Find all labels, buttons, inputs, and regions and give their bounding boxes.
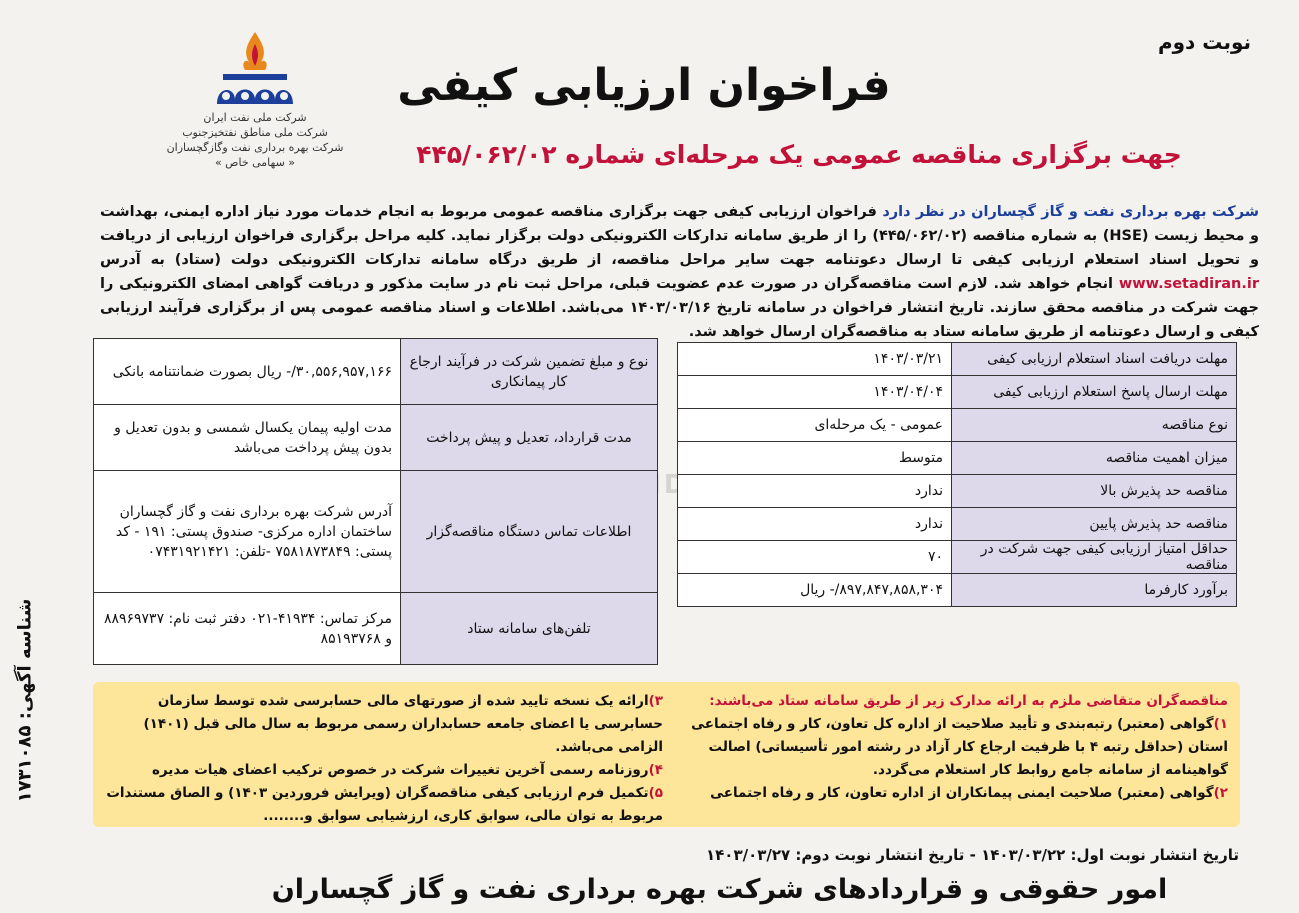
row-label: مهلت ارسال پاسخ استعلام ارزیابی کیفی (952, 376, 1237, 409)
list-item (103, 759, 663, 782)
item-number: ۳) (648, 693, 663, 709)
company-logo (140, 30, 370, 170)
row-value: ندارد (678, 508, 952, 541)
table-row (678, 376, 1237, 409)
list-item (673, 782, 1228, 805)
logo-text-line: شرکت ملی نفت ایران (203, 111, 307, 124)
requirements-column-left (103, 690, 663, 828)
row-value: ۳۰,۵۵۶,۹۵۷,۱۶۶/- ریال بصورت ضمانتنامه بانکی (94, 339, 401, 405)
item-text: تکمیل فرم ارزیابی کیفی مناقصه‌گران (ویرایش فروردین ۱۴۰۳) و الصاق مستندات مربوط به توان مالی، سوابق کاری، ارزشیابی سوابق و........ (106, 785, 663, 824)
intro-paragraph (100, 200, 1259, 344)
row-value: ۸۹۷,۸۴۷,۸۵۸,۳۰۴/- ریال (678, 574, 952, 607)
row-value: ۱۴۰۳/۰۳/۲۱ (678, 343, 952, 376)
row-label: مدت قرارداد، تعدیل و پیش پرداخت (401, 405, 658, 471)
row-label: مناقصه حد پذیرش پایین (952, 508, 1237, 541)
footer-signature: امور حقوقی و قراردادهای شرکت بهره برداری نفت و گاز گچساران (271, 874, 1168, 905)
table-row (678, 409, 1237, 442)
requirements-column-right (673, 690, 1228, 805)
row-label: نوع و مبلغ تضمین شرکت در فرآیند ارجاع کار پیمانکاری (401, 339, 658, 405)
row-label: مناقصه حد پذیرش بالا (952, 475, 1237, 508)
tender-details-table (677, 342, 1237, 607)
intro-text-1: فراخوان ارزیابی کیفی جهت برگزاری مناقصه عمومی مربوط به انجام خدمات مورد نیاز اداره ایمنی، بهداشت و محیط زیست (HSE) به شماره مناقصه (۴۴۵/۰۶۲/۰۲) را از طریق سامانه تدارکات الکترونیکی دولت برگزار نماید. کلیه مراحل برگزاری فراخوان ارزیابی از دریافت و تحویل اسناد استعلام ارزیابی کیفی تا ارسال دعوتنامه جهت سایر مراحل مناقصه، از طریق درگاه سامانه تدارکات الکترونیکی دولت (ستاد) به آدرس (100, 204, 1259, 268)
table-row (678, 508, 1237, 541)
table-row (94, 471, 658, 593)
row-label: میزان اهمیت مناقصه (952, 442, 1237, 475)
item-text: روزنامه رسمی آخرین تغییرات شرکت در خصوص ترکیب اعضای هیات مدیره (151, 762, 649, 778)
round-label: نوبت دوم (1157, 30, 1251, 54)
row-value: مدت اولیه پیمان یکسال شمسی و بدون تعدیل و بدون پیش پرداخت می‌باشد (94, 405, 401, 471)
list-item (103, 690, 663, 759)
logo-text-line: شرکت ملی مناطق نفتخیزجنوب (182, 126, 328, 139)
row-label: مهلت دریافت اسناد استعلام ارزیابی کیفی (952, 343, 1237, 376)
ad-id: شناسه آگهی: ۱۷۳۱۰۸۵ (14, 598, 36, 803)
website-link[interactable]: www.setadiran.ir (1118, 276, 1259, 292)
row-value: ۷۰ (678, 541, 952, 574)
list-item (673, 713, 1228, 782)
page-title: فراخوان ارزیابی کیفی (397, 60, 891, 111)
row-value: مرکز تماس: ۴۱۹۳۴-۰۲۱ دفتر ثبت نام: ۸۸۹۶۹۷۳۷ و ۸۵۱۹۳۷۶۸ (94, 593, 401, 665)
item-number: ۱) (1213, 716, 1228, 732)
item-number: ۴) (648, 762, 663, 778)
table-row (678, 541, 1237, 574)
item-number: ۲) (1213, 785, 1228, 801)
table-row (94, 593, 658, 665)
row-value: عمومی - یک مرحله‌ای (678, 409, 952, 442)
table-row (94, 339, 658, 405)
table-row (678, 442, 1237, 475)
flame-logo-icon (205, 30, 305, 110)
row-label: حداقل امتیاز ارزیابی کیفی جهت شرکت در مناقصه (952, 541, 1237, 574)
table-row (678, 343, 1237, 376)
row-label: اطلاعات تماس دستگاه مناقصه‌گزار (401, 471, 658, 593)
row-label: تلفن‌های سامانه ستاد (401, 593, 658, 665)
contract-info-table (93, 338, 658, 665)
row-value: ندارد (678, 475, 952, 508)
table-row (94, 405, 658, 471)
logo-text-line: « سهامی خاص » (214, 156, 296, 169)
publication-dates: تاریخ انتشار نوبت اول: ۱۴۰۳/۰۳/۲۲ - تاریخ انتشار نوبت دوم: ۱۴۰۳/۰۳/۲۷ (706, 846, 1239, 864)
table-row (678, 475, 1237, 508)
intro-company: شرکت بهره برداری نفت و گاز گچساران در نظر دارد (882, 204, 1259, 220)
row-value: آدرس شرکت بهره برداری نفت و گاز گچساران ساختمان اداره مرکزی- صندوق پستی: ۱۹۱ - کد پستی: ۷۵۸۱۸۷۳۸۴۹ -تلفن: ۰۷۴۳۱۹۲۱۴۲۱ (94, 471, 401, 593)
row-value: متوسط (678, 442, 952, 475)
intro-text-2: انجام خواهد شد. لازم است مناقصه‌گران در صورت عدم عضویت قبلی، مراحل ثبت نام در سایت مذکور و دریافت گواهی امضای الکترونیکی را جهت شرکت در مناقصه محقق سازند. تاریخ انتشار فراخوان در سامانه تاریخ ۱۴۰۳/۰۳/۱۶ می‌باشد. اطلاعات و اسناد مناقصه عمومی پس از برگزاری فرآیند ارزیابی کیفی و ارسال دعوتنامه از طریق سامانه ستاد به مناقصه‌گران ارسال خواهد شد. (100, 276, 1259, 340)
row-label: برآورد کارفرما (952, 574, 1237, 607)
item-number: ۵) (648, 785, 663, 801)
list-item (103, 782, 663, 828)
item-text: ارائه یک نسخه تایید شده از صورتهای مالی حسابرسی شده توسط سازمان حسابرسی یا اعضای جامعه حسابداران رسمی مربوط به سال مالی قبل (۱۴۰۱) الزامی می‌باشد. (143, 693, 663, 755)
row-label: نوع مناقصه (952, 409, 1237, 442)
requirements-heading: مناقصه‌گران متقاضی ملزم به ارائه مدارک زیر از طریق سامانه ستاد می‌باشند: (709, 693, 1228, 709)
logo-text-line: شرکت بهره برداری نفت وگازگچساران (166, 141, 344, 154)
page-subtitle: جهت برگزاری مناقصه عمومی یک مرحله‌ای شماره ۴۴۵/۰۶۲/۰۲ (416, 140, 1182, 169)
table-row (678, 574, 1237, 607)
row-value: ۱۴۰۳/۰۴/۰۴ (678, 376, 952, 409)
item-text: گواهی (معتبر) رتبه‌بندی و تأیید صلاحیت از اداره کل تعاون، کار و رفاه اجتماعی استان (حداقل رتبه ۴ با ظرفیت ارجاع کار آزاد در رشته امور تأسیساتی) اصالت گواهینامه از سامانه جامع روابط کار استعلام می‌گردد. (691, 716, 1228, 778)
requirements-box (93, 682, 1240, 827)
item-text: گواهی (معتبر) صلاحیت ایمنی پیمانکاران از اداره تعاون، کار و رفاه اجتماعی (710, 785, 1214, 801)
